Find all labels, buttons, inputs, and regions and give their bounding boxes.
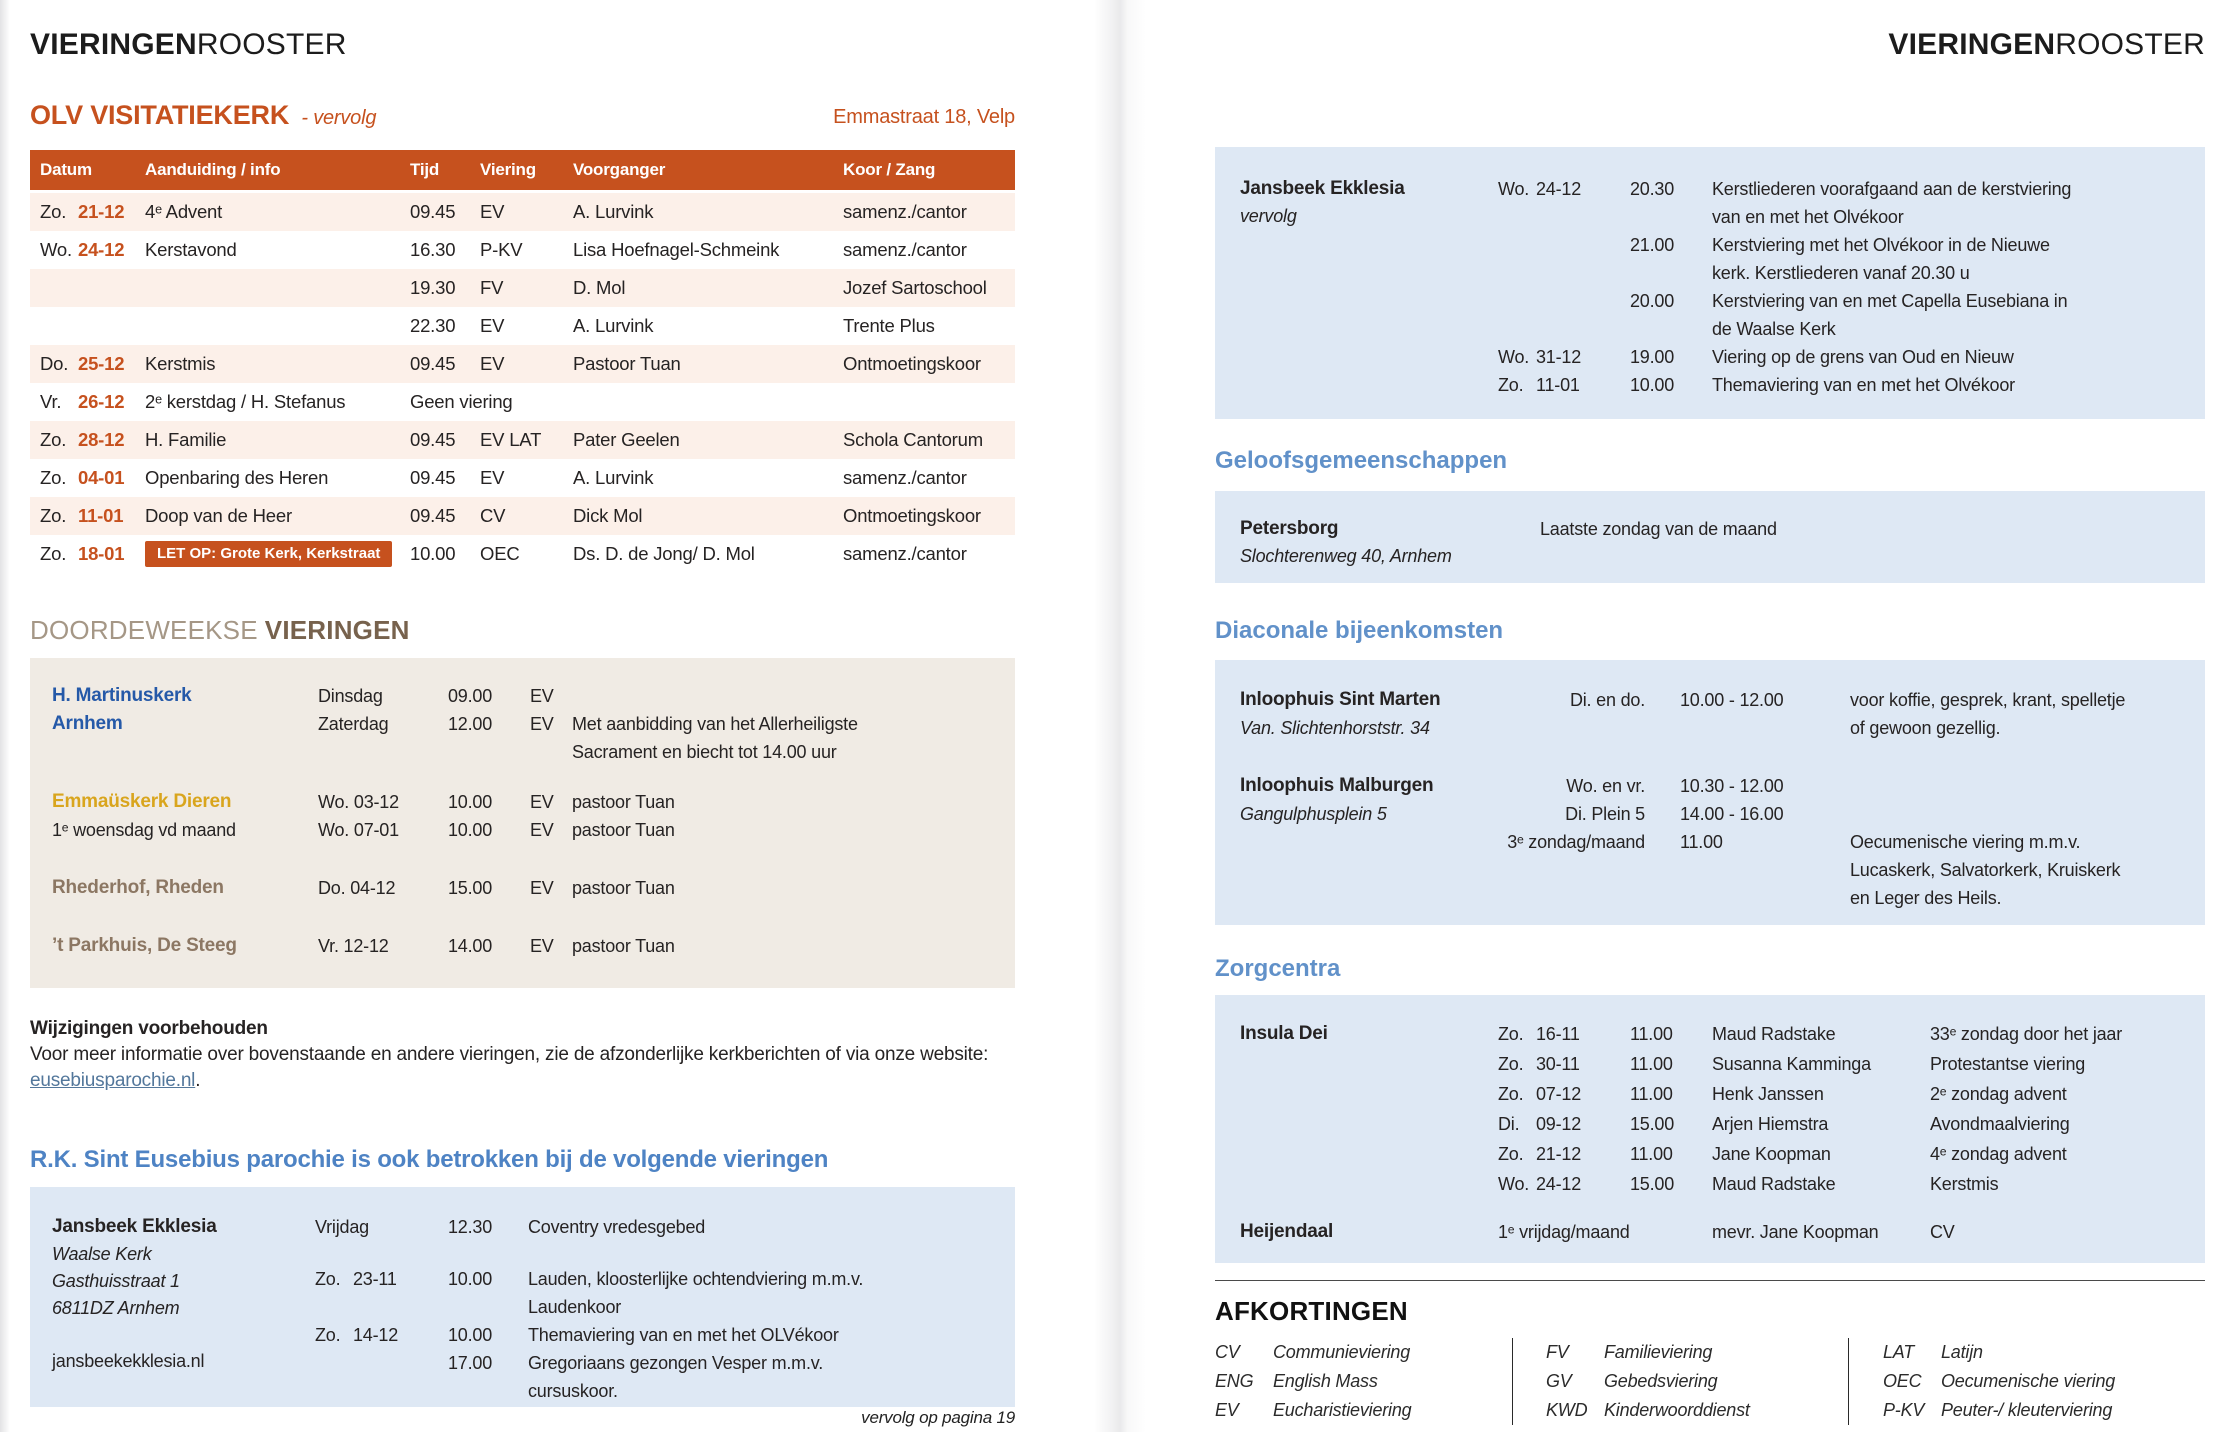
entry-code: EV bbox=[530, 686, 554, 706]
entry-note: Protestantse viering bbox=[1930, 1054, 2086, 1074]
entry-leader: Henk Janssen bbox=[1712, 1084, 1824, 1104]
weekday-services-box bbox=[30, 658, 1015, 988]
entry-day: Zo. bbox=[1498, 1084, 1524, 1104]
entry-day: Zaterdag bbox=[318, 714, 389, 734]
row-info: H. Familie bbox=[145, 429, 227, 450]
abbr-code: P-KV bbox=[1883, 1400, 1925, 1420]
entry-note: 4ᵉ zondag advent bbox=[1930, 1144, 2067, 1164]
page-title-regular: ROOSTER bbox=[2055, 28, 2205, 61]
entry-date: 31-12 bbox=[1536, 347, 1582, 367]
row-voorganger: A. Lurvink bbox=[573, 201, 654, 222]
location-name: Insula Dei bbox=[1240, 1023, 1328, 1044]
weekday-group bbox=[52, 874, 995, 902]
entry-note: 2ᵉ zondag advent bbox=[1930, 1084, 2067, 1104]
zorgcentra-box bbox=[1215, 995, 2205, 1263]
row-day: Zo. bbox=[40, 543, 67, 564]
row-day: Vr. bbox=[40, 391, 62, 412]
row-tijd: 09.45 bbox=[410, 467, 456, 488]
geloofsgemeenschappen-heading: Geloofsgemeenschappen bbox=[1215, 447, 1508, 474]
col-header-viering: Viering bbox=[480, 160, 536, 179]
abbr-code: ENG bbox=[1215, 1371, 1254, 1391]
entry-time: 20.30 bbox=[1630, 179, 1675, 199]
entry-date: 21-12 bbox=[1536, 1144, 1582, 1164]
entry-day: Vr. 12-12 bbox=[318, 936, 389, 956]
row-viering: EV bbox=[480, 201, 505, 222]
table-row bbox=[30, 459, 1015, 497]
row-viering: EV bbox=[480, 467, 505, 488]
service-entry bbox=[318, 816, 995, 844]
entry-day: Di. bbox=[1498, 1114, 1520, 1134]
service-entry bbox=[1495, 686, 2185, 742]
service-entry bbox=[1495, 828, 2185, 912]
location-name: Heijendaal bbox=[1240, 1221, 1334, 1242]
location-name: H. Martinuskerk bbox=[52, 685, 192, 706]
row-voorganger: A. Lurvink bbox=[573, 467, 654, 488]
entry-time: 15.00 bbox=[1630, 1174, 1675, 1194]
entry-time: 11.00 bbox=[1630, 1024, 1673, 1044]
row-day: Wo. bbox=[40, 239, 72, 260]
page-gutter-shadow bbox=[1094, 0, 1146, 1432]
diaconale-box bbox=[1215, 660, 2205, 925]
row-koor: samenz./cantor bbox=[843, 543, 967, 564]
afkortingen-heading: AFKORTINGEN bbox=[1215, 1296, 1408, 1326]
church-address: Emmastraat 18, Velp bbox=[833, 106, 1015, 128]
service-entry bbox=[1495, 772, 2185, 800]
location-name: ’t Parkhuis, De Steeg bbox=[52, 935, 237, 956]
entry-day: Di. Plein 5 bbox=[1565, 804, 1645, 824]
entry-note: Coventry vredesgebed bbox=[528, 1217, 706, 1237]
row-tijd: 10.00 bbox=[410, 543, 456, 564]
col-header-datum: Datum bbox=[40, 160, 92, 179]
website-link[interactable]: eusebiusparochie.nl bbox=[30, 1070, 196, 1091]
col-header-koor: Koor / Zang bbox=[843, 160, 936, 179]
service-entry bbox=[1498, 1019, 2185, 1049]
notice-after: . bbox=[195, 1070, 201, 1091]
service-entry bbox=[315, 1265, 995, 1321]
location-subtitle: vervolg bbox=[1240, 206, 1297, 226]
entry-note: Avondmaalviering bbox=[1930, 1114, 2070, 1134]
service-entry bbox=[1498, 1109, 2185, 1139]
abbr-label: Familieviering bbox=[1604, 1342, 1713, 1362]
entry-day: Wo. en vr. bbox=[1566, 776, 1645, 796]
location-address-line: 6811DZ Arnhem bbox=[52, 1298, 180, 1318]
entry-time: 10.00 bbox=[448, 1325, 493, 1345]
entry-time: 20.00 bbox=[1630, 291, 1675, 311]
abbreviation-row bbox=[1883, 1396, 2205, 1425]
service-entry bbox=[1498, 231, 2185, 287]
abbreviation-row bbox=[1546, 1367, 1848, 1396]
entry-date: 11-01 bbox=[1536, 375, 1580, 395]
weekday-section-heading bbox=[30, 615, 410, 646]
row-date: 28-12 bbox=[78, 429, 125, 450]
table-row bbox=[30, 535, 1015, 573]
entry-time: 11.00 bbox=[1630, 1144, 1673, 1164]
entry-note: 33ᵉ zondag door het jaar bbox=[1930, 1024, 2123, 1044]
continuation-note: vervolg op pagina 19 bbox=[861, 1408, 1015, 1427]
service-entry bbox=[315, 1349, 995, 1405]
diaconale-group bbox=[1240, 772, 2185, 912]
entry-leader: Susanna Kamminga bbox=[1712, 1054, 1871, 1074]
entry-time: 10.00 bbox=[448, 792, 493, 812]
row-viering: FV bbox=[480, 277, 504, 298]
entry-date: 09-12 bbox=[1536, 1114, 1582, 1134]
row-koor: samenz./cantor bbox=[843, 467, 967, 488]
service-entry bbox=[318, 710, 995, 766]
entry-time: 10.00 bbox=[448, 820, 493, 840]
entry-leader: Arjen Hiemstra bbox=[1712, 1114, 1829, 1134]
row-voorganger: Ds. D. de Jong/ D. Mol bbox=[573, 543, 755, 564]
row-date: 11-01 bbox=[78, 505, 124, 526]
service-entry bbox=[318, 874, 995, 902]
row-date: 26-12 bbox=[78, 391, 125, 412]
service-entry bbox=[1498, 371, 2185, 399]
abbreviation-row bbox=[1546, 1396, 1848, 1425]
row-viering: OEC bbox=[480, 543, 520, 564]
weekday-group bbox=[52, 788, 995, 844]
service-entry bbox=[1498, 1049, 2185, 1079]
entry-day: Zo. bbox=[1498, 1054, 1524, 1074]
location-subtitle: 1ᵉ woensdag vd maand bbox=[52, 820, 236, 840]
church-subtitle: - vervolg bbox=[301, 107, 377, 129]
entry-day: Wo. bbox=[1498, 347, 1530, 367]
service-entry bbox=[1495, 800, 2185, 828]
row-viering: EV bbox=[480, 353, 505, 374]
entry-note bbox=[572, 682, 912, 710]
entry-time: 21.00 bbox=[1630, 235, 1675, 255]
entry-date: 24-12 bbox=[1536, 179, 1582, 199]
entry-note: Kerstliederen voorafgaand aan de kerstviering van en met het Olvékoor bbox=[1712, 179, 2072, 227]
abbreviation-row bbox=[1215, 1367, 1512, 1396]
abbreviation-row bbox=[1883, 1367, 2205, 1396]
entry-day: Zo. bbox=[315, 1269, 341, 1289]
entry-code: EV bbox=[530, 936, 554, 956]
row-voorganger: Lisa Hoefnagel-Schmeink bbox=[573, 239, 780, 260]
entry-day: Vrijdag bbox=[315, 1217, 369, 1237]
row-day: Zo. bbox=[40, 201, 67, 222]
weekday-heading-bold: VIERINGEN bbox=[264, 615, 410, 645]
entry-day: Wo. 03-12 bbox=[318, 792, 399, 812]
row-tijd: 09.45 bbox=[410, 353, 456, 374]
page-title-bold: VIERINGEN bbox=[30, 28, 197, 61]
abbr-code: KWD bbox=[1546, 1400, 1588, 1420]
entry-code: EV bbox=[530, 792, 554, 812]
location-address: Van. Slichtenhorststr. 34 bbox=[1240, 718, 1430, 738]
abbreviation-row bbox=[1546, 1338, 1848, 1367]
entry-day: Zo. bbox=[1498, 375, 1524, 395]
entry-day: Wo. bbox=[1498, 179, 1530, 199]
row-tijd: 16.30 bbox=[410, 239, 456, 260]
row-info: Doop van de Heer bbox=[145, 505, 292, 526]
row-date: 18-01 bbox=[78, 543, 125, 564]
col-header-tijd: Tijd bbox=[410, 160, 440, 179]
entry-note: pastoor Tuan bbox=[572, 792, 675, 812]
entry-note bbox=[1850, 772, 2130, 800]
entry-day: 1ᵉ vrijdag/maand bbox=[1498, 1222, 1630, 1242]
abbr-code: FV bbox=[1546, 1342, 1569, 1362]
row-day: Do. bbox=[40, 353, 69, 374]
row-day: Zo. bbox=[40, 429, 67, 450]
entry-date: 24-12 bbox=[1536, 1174, 1582, 1194]
abbr-label: Latijn bbox=[1941, 1342, 1983, 1362]
page-title-regular: ROOSTER bbox=[196, 28, 347, 61]
row-tijd: 09.45 bbox=[410, 505, 456, 526]
row-koor: samenz./cantor bbox=[843, 201, 967, 222]
entry-note: Lauden, kloosterlijke ochtendviering m.m.v. Laudenkoor bbox=[528, 1269, 864, 1317]
row-voorganger: A. Lurvink bbox=[573, 315, 654, 336]
entry-code: EV bbox=[530, 820, 554, 840]
church-title: OLV VISITATIEKERK bbox=[30, 100, 290, 130]
entry-note: pastoor Tuan bbox=[572, 820, 675, 840]
services-table bbox=[30, 150, 1015, 573]
divider-rule bbox=[1215, 1280, 2205, 1281]
row-koor: Ontmoetingskoor bbox=[843, 505, 981, 526]
entry-date: 14-12 bbox=[353, 1325, 399, 1345]
row-voorganger: Dick Mol bbox=[573, 505, 643, 526]
entry-time: 14.00 - 16.00 bbox=[1680, 804, 1784, 824]
entry-code: EV bbox=[530, 878, 554, 898]
location-name: Jansbeek Ekklesia bbox=[1240, 178, 1405, 199]
table-row bbox=[30, 307, 1015, 345]
row-tijd: 09.45 bbox=[410, 429, 456, 450]
jansbeek-box bbox=[30, 1187, 1015, 1407]
row-viering: EV LAT bbox=[480, 429, 542, 450]
entry-date: 16-11 bbox=[1536, 1024, 1580, 1044]
entry-note bbox=[1850, 800, 2130, 828]
location-name: Inloophuis Sint Marten bbox=[1240, 689, 1441, 710]
entry-time: 09.00 bbox=[448, 686, 493, 706]
location-name: Jansbeek Ekklesia bbox=[52, 1216, 217, 1237]
location-website: jansbeekekklesia.nl bbox=[52, 1351, 205, 1371]
abbr-code: CV bbox=[1215, 1342, 1240, 1362]
table-row bbox=[30, 193, 1015, 231]
service-entry bbox=[1498, 175, 2185, 231]
service-entry bbox=[318, 682, 995, 710]
entry-time: 15.00 bbox=[448, 878, 493, 898]
row-voorganger: Pater Geelen bbox=[573, 429, 680, 450]
abbr-code: EV bbox=[1215, 1400, 1239, 1420]
notice-bold: Wijzigingen voorbehouden bbox=[30, 1018, 268, 1039]
entry-note: Laatste zondag van de maand bbox=[1540, 519, 1777, 539]
location-address-line: Waalse Kerk bbox=[52, 1244, 152, 1264]
abbr-label: Gebedsviering bbox=[1604, 1371, 1718, 1391]
location-name: Petersborg bbox=[1240, 518, 1339, 539]
location-address: Slochterenweg 40, Arnhem bbox=[1240, 546, 1452, 566]
service-entry bbox=[315, 1321, 995, 1349]
row-koor: samenz./cantor bbox=[843, 239, 967, 260]
table-row bbox=[30, 231, 1015, 269]
row-date: 04-01 bbox=[78, 467, 125, 488]
row-viering: CV bbox=[480, 505, 506, 526]
zorgcentra-group bbox=[1240, 1019, 2185, 1199]
location-name: Inloophuis Malburgen bbox=[1240, 775, 1434, 796]
row-date: 21-12 bbox=[78, 201, 125, 222]
entry-note: Viering op de grens van Oud en Nieuw bbox=[1712, 347, 2014, 367]
abbr-code: GV bbox=[1546, 1371, 1572, 1391]
entry-note: voor koffie, gesprek, krant, spelletje of gewoon gezellig. bbox=[1850, 690, 2126, 738]
service-entry bbox=[318, 932, 995, 960]
page-title bbox=[30, 28, 347, 62]
entry-day: 3ᵉ zondag/maand bbox=[1507, 832, 1645, 852]
col-header-voorganger: Voorganger bbox=[573, 160, 666, 179]
diaconale-group bbox=[1240, 686, 2185, 742]
row-tijd: 09.45 bbox=[410, 201, 456, 222]
entry-time: 12.00 bbox=[448, 714, 493, 734]
location-name2: Arnhem bbox=[52, 713, 123, 734]
location-address-line: Gasthuisstraat 1 bbox=[52, 1271, 180, 1291]
entry-date: 30-11 bbox=[1536, 1054, 1580, 1074]
entry-date: 07-12 bbox=[1536, 1084, 1582, 1104]
entry-note: pastoor Tuan bbox=[572, 936, 675, 956]
abbr-label: Kinderwoorddienst bbox=[1604, 1400, 1750, 1420]
abbreviation-row bbox=[1883, 1338, 2205, 1367]
abbr-code: OEC bbox=[1883, 1371, 1922, 1391]
row-voorganger: D. Mol bbox=[573, 277, 626, 298]
row-tijd: 19.30 bbox=[410, 277, 456, 298]
row-koor: Schola Cantorum bbox=[843, 429, 983, 450]
entry-leader: Maud Radstake bbox=[1712, 1024, 1836, 1044]
row-viering: P-KV bbox=[480, 239, 523, 260]
entry-time: 10.00 bbox=[1630, 375, 1675, 395]
row-date: 25-12 bbox=[78, 353, 125, 374]
row-koor: Jozef Sartoschool bbox=[843, 277, 987, 298]
abbreviation-row bbox=[1215, 1396, 1512, 1425]
weekday-group bbox=[52, 932, 995, 960]
row-info: Kerstavond bbox=[145, 239, 237, 260]
page-title bbox=[1215, 28, 2205, 62]
page-edge-shadow bbox=[0, 0, 10, 1432]
entry-day: Dinsdag bbox=[318, 686, 383, 706]
row-viering: EV bbox=[480, 315, 505, 336]
zorgcentra-group bbox=[1240, 1217, 2185, 1247]
entry-time: 15.00 bbox=[1630, 1114, 1675, 1134]
entry-time: 17.00 bbox=[448, 1353, 493, 1373]
row-tijd: 22.30 bbox=[410, 315, 456, 336]
abbr-label: Peuter-/ kleuterviering bbox=[1941, 1400, 2113, 1420]
entry-leader: Maud Radstake bbox=[1712, 1174, 1836, 1194]
entry-day: Di. en do. bbox=[1569, 690, 1645, 710]
entry-time: 10.00 bbox=[448, 1269, 493, 1289]
zorgcentra-heading: Zorgcentra bbox=[1215, 955, 1341, 982]
entry-code: EV bbox=[530, 714, 554, 734]
entry-note: CV bbox=[1930, 1222, 1955, 1242]
entry-note: Met aanbidding van het Allerheiligste Sacrament en biecht tot 14.00 uur bbox=[572, 714, 858, 762]
service-entry bbox=[1498, 1139, 2185, 1169]
entry-day: Zo. bbox=[315, 1325, 341, 1345]
row-date: 24-12 bbox=[78, 239, 125, 260]
abbr-code: LAT bbox=[1883, 1342, 1915, 1362]
table-row bbox=[30, 497, 1015, 535]
row-info: 2ᵉ kerstdag / H. Stefanus bbox=[145, 391, 346, 412]
row-alert-badge: LET OP: Grote Kerk, Kerkstraat bbox=[145, 541, 392, 567]
abbr-label: Eucharistieviering bbox=[1273, 1400, 1412, 1420]
entry-note: Oecumenische viering m.m.v. Lucaskerk, Salvatorkerk, Kruiskerk en Leger des Heils. bbox=[1850, 832, 2121, 908]
row-info: Kerstmis bbox=[145, 353, 216, 374]
changes-notice bbox=[30, 1016, 1015, 1094]
entry-time: 12.30 bbox=[448, 1217, 493, 1237]
row-koor: Ontmoetingskoor bbox=[843, 353, 981, 374]
abbr-label: Communieviering bbox=[1273, 1342, 1411, 1362]
eusebius-heading: R.K. Sint Eusebius parochie is ook betrokken bij de volgende vieringen bbox=[30, 1146, 829, 1173]
row-day: Zo. bbox=[40, 505, 67, 526]
table-row bbox=[30, 269, 1015, 307]
page-title-bold: VIERINGEN bbox=[1888, 28, 2056, 61]
entry-day: Zo. bbox=[1498, 1024, 1524, 1044]
entry-note: Kerstviering van en met Capella Eusebiana in de Waalse Kerk bbox=[1712, 291, 2068, 339]
row-info: 4ᵉ Advent bbox=[145, 201, 223, 222]
service-entry bbox=[1498, 343, 2185, 371]
service-entry bbox=[1498, 1169, 2185, 1199]
entry-time: 11.00 bbox=[1630, 1084, 1673, 1104]
entry-time: 14.00 bbox=[448, 936, 493, 956]
row-voorganger: Pastoor Tuan bbox=[573, 353, 681, 374]
entry-note: pastoor Tuan bbox=[572, 878, 675, 898]
service-entry bbox=[1498, 287, 2185, 343]
diaconale-heading: Diaconale bijeenkomsten bbox=[1215, 617, 1504, 644]
table-header-row bbox=[30, 150, 1015, 193]
abbreviation-row bbox=[1215, 1338, 1512, 1367]
location-name: Rhederhof, Rheden bbox=[52, 877, 224, 898]
location-address: Gangulphusplein 5 bbox=[1240, 804, 1387, 824]
entry-day: Wo. 07-01 bbox=[318, 820, 399, 840]
entry-day: Wo. bbox=[1498, 1174, 1530, 1194]
table-row bbox=[30, 345, 1015, 383]
service-entry bbox=[315, 1213, 995, 1241]
service-entry bbox=[1498, 1079, 2185, 1109]
geloofsgemeenschappen-box bbox=[1215, 491, 2205, 583]
abbreviation-column bbox=[1215, 1338, 1512, 1425]
abbr-label: Oecumenische viering bbox=[1941, 1371, 2116, 1391]
row-tijd: Geen viering bbox=[410, 391, 513, 412]
notice-text: Voor meer informatie over bovenstaande en andere vieringen, zie de afzonderlijke kerkberichten of via onze website: bbox=[30, 1044, 989, 1065]
abbr-label: English Mass bbox=[1273, 1371, 1378, 1391]
entry-note: Themaviering van en met het Olvékoor bbox=[1712, 375, 2015, 395]
table-row bbox=[30, 383, 1015, 421]
row-koor: Trente Plus bbox=[843, 315, 935, 336]
entry-date: 23-11 bbox=[353, 1269, 397, 1289]
location-name: Emmaüskerk Dieren bbox=[52, 791, 232, 812]
entry-time: 10.30 - 12.00 bbox=[1680, 776, 1784, 796]
entry-day: Zo. bbox=[1498, 1144, 1524, 1164]
entry-note: Themaviering van en met het OLVékoor bbox=[528, 1325, 839, 1345]
table-row bbox=[30, 421, 1015, 459]
row-day: Zo. bbox=[40, 467, 67, 488]
col-header-info: Aanduiding / info bbox=[145, 160, 281, 179]
entry-leader: Jane Koopman bbox=[1712, 1144, 1831, 1164]
entry-note: Kerstviering met het Olvékoor in de Nieuwe kerk. Kerstliederen vanaf 20.30 u bbox=[1712, 235, 2050, 283]
row-info: Openbaring des Heren bbox=[145, 467, 329, 488]
jansbeek-vervolg-box bbox=[1215, 147, 2205, 419]
abbreviations bbox=[1215, 1338, 2205, 1425]
abbreviation-column bbox=[1848, 1338, 2205, 1425]
service-entry bbox=[318, 788, 995, 816]
entry-note: Kerstmis bbox=[1930, 1174, 1999, 1194]
entry-time: 11.00 bbox=[1630, 1054, 1673, 1074]
entry-day: Do. 04-12 bbox=[318, 878, 396, 898]
entry-time: 11.00 bbox=[1680, 832, 1723, 852]
weekday-group bbox=[52, 682, 995, 766]
entry-leader: mevr. Jane Koopman bbox=[1712, 1222, 1879, 1242]
weekday-heading-light: DOORDEWEEKSE bbox=[30, 615, 258, 645]
abbreviation-column bbox=[1512, 1338, 1848, 1425]
entry-time: 19.00 bbox=[1630, 347, 1675, 367]
entry-time: 10.00 - 12.00 bbox=[1680, 690, 1784, 710]
entry-note: Gregoriaans gezongen Vesper m.m.v. cursuskoor. bbox=[528, 1353, 824, 1401]
